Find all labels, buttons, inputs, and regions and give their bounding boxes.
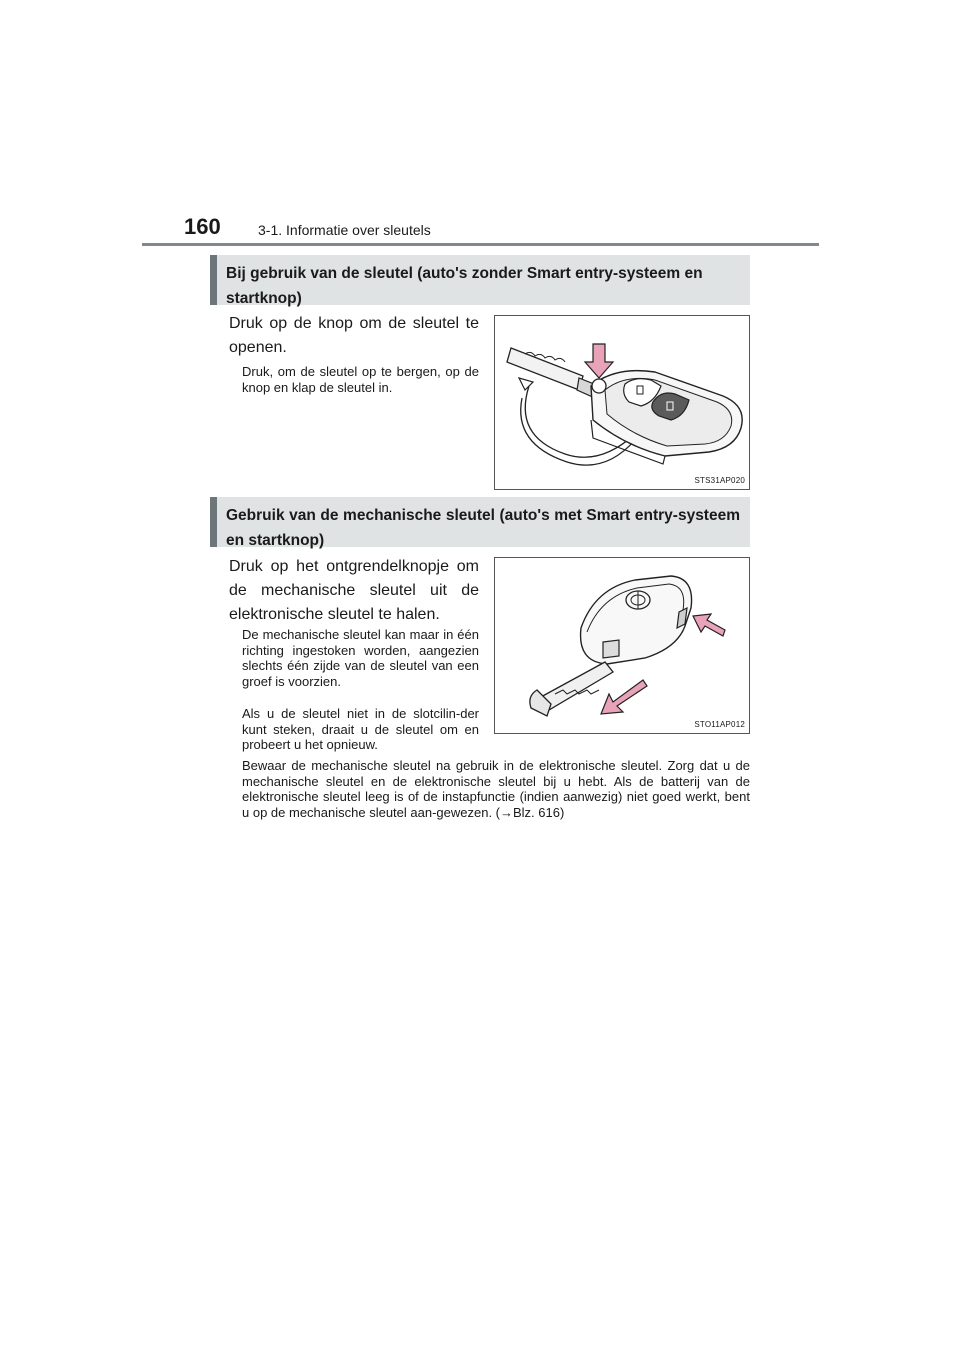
note-turn-key: Als u de sleutel niet in de slotcilin-der kunt steken, draait u de sleutel om en probeert u het opnieuw. [242,706,479,753]
page-number: 160 [184,214,221,239]
instruction-release-key: Druk op het ontgrendelknopje om de mechanische sleutel uit de elektronische sleutel te halen. [229,558,479,623]
header-rule [142,243,819,246]
chapter-title: 3-1. Informatie over sleutels [258,222,431,238]
note-store-key: Druk, om de sleutel op te bergen, op de knop en klap de sleutel in. [242,364,479,395]
figure-smart-key [494,557,750,734]
section-heading-mechanical-key: Gebruik van de mechanische sleutel (auto's met Smart entry-systeem en startknop) [210,497,750,547]
figure-flip-key [494,315,750,490]
note-one-direction: De mechanische sleutel kan maar in één richting ingestoken worden, aangezien slechts één zijde van de sleutel van een groef is voorzien. [242,627,479,689]
smart-key-illustration [495,558,749,733]
figure-code: STS31AP020 [694,476,745,485]
section-heading-key: Bij gebruik van de sleutel (auto's zonder Smart entry-systeem en startknop) [210,255,750,305]
instruction-open-key: Druk op de knop om de sleutel te openen. [229,315,479,356]
flip-key-illustration [495,316,749,489]
figure-code: STO11AP012 [694,720,745,729]
note-store-mechanical-key: Bewaar de mechanische sleutel na gebruik in de elektronische sleutel. Zorg dat u de mechanische sleutel en de elektronische sleutel bij u hebt. Als de batterij van de elektronische sleutel leeg is of de instapfunctie (indien aanwezig) niet goed werkt, bent u op de mechanische sleutel aan-gewezen. (→Blz. 616) [242,758,750,820]
